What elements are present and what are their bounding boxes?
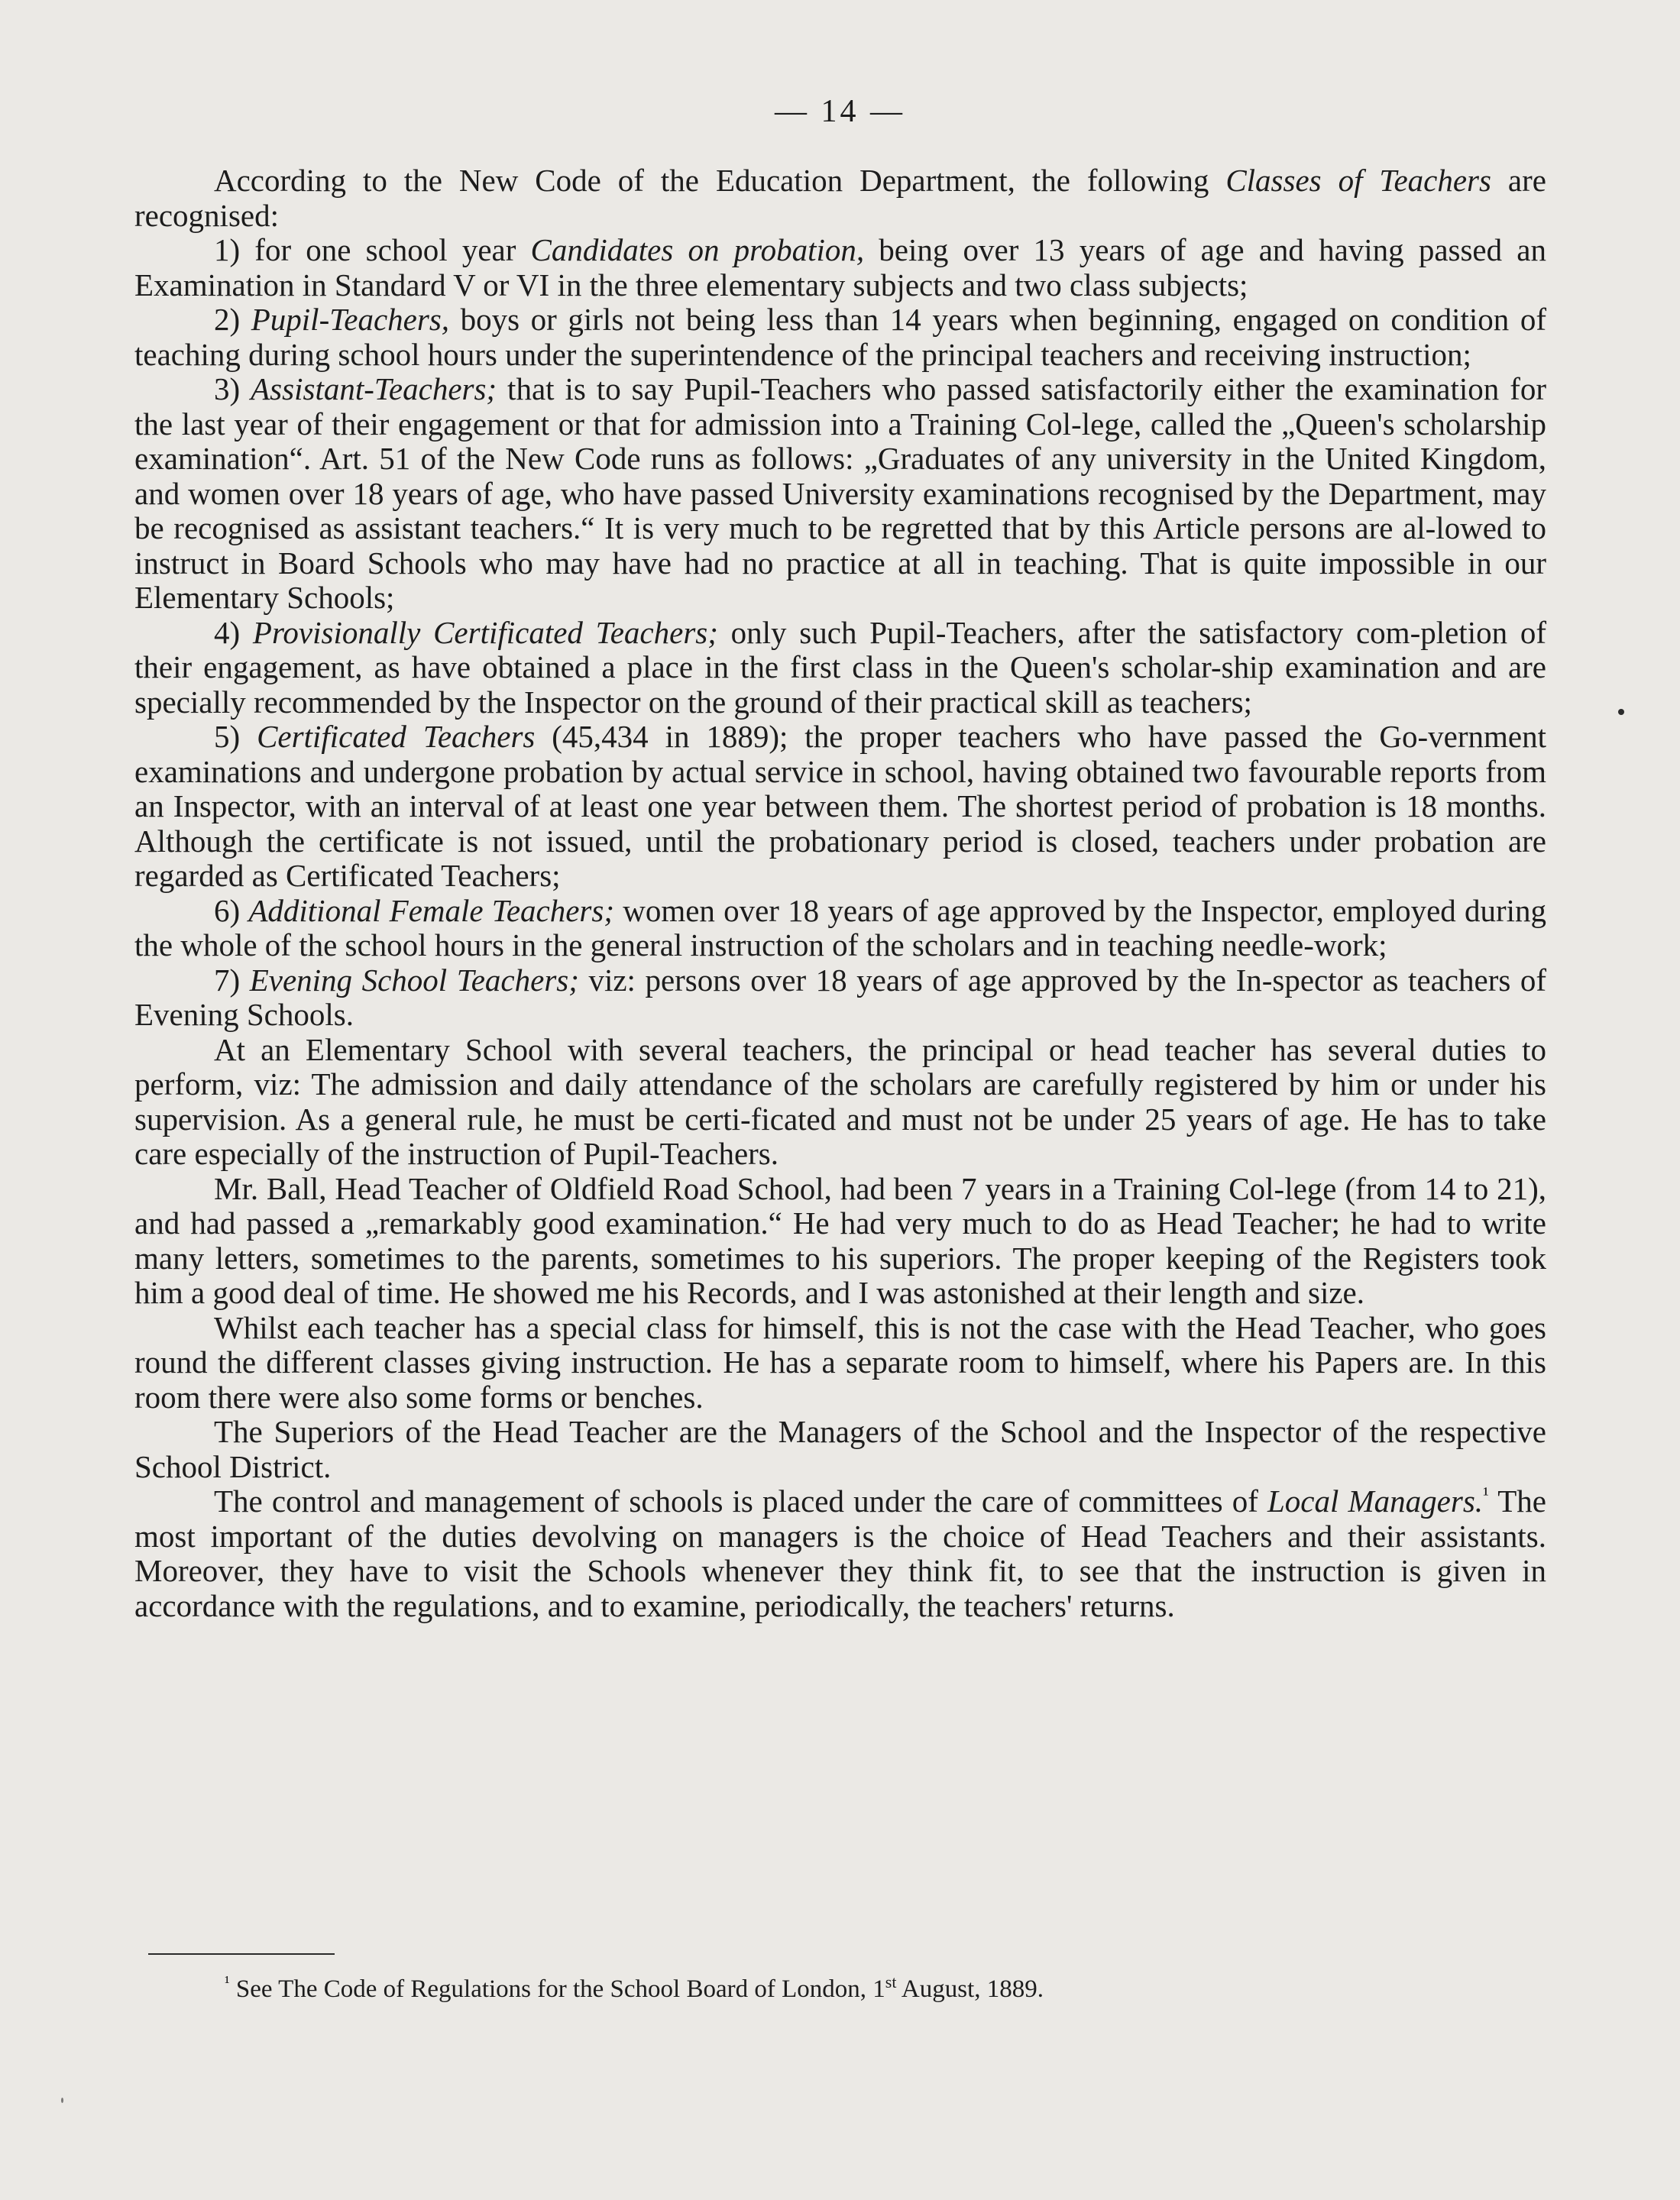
italic-term: Candidates on probation,	[530, 232, 865, 267]
paragraph-text: viz: persons over 18 years of age approved by the In-spector as teachers of Evening Schools.	[134, 962, 1547, 1032]
italic-term: Pupil-Teachers,	[251, 302, 450, 337]
footnote-marker: ¹	[225, 1972, 230, 1991]
italic-term: Evening School Teachers;	[249, 962, 579, 998]
paragraph-text: At an Elementary School with several teachers, the principal or head teacher has several duties to perform, viz: The admission and daily attendance of the scholars are carefully registered by him or under his supervision. As a general rule, he must be certi-ficated and must not be under 25 years of age. He has to take care especially of the instruction of Pupil-Teachers.	[134, 1031, 1546, 1171]
paragraph	[134, 616, 1546, 720]
paragraph	[134, 1415, 1546, 1484]
footnote	[225, 1974, 1447, 2004]
paragraph-text: 5)	[214, 719, 257, 754]
paragraph-text: 3)	[214, 371, 251, 406]
paragraph-text: that is to say Pupil-Teachers who passed satisfactorily either the examination for the last year of their engagement or that for admission into a Training Col-lege, called the „Queen's scholarship examination“. Art. 51 of the New Code runs as follows: „Graduates of any university in the United Kingdom, and women over 18 years of age, who have passed University examinations recognised by the Department, may be recognised as assistant teachers.“ It is very much to be regretted that by this Article persons are al-lowed to instruct in Board Schools who may have had no practice at all in teaching. That is quite impossible in our Elementary Schools;	[134, 371, 1547, 615]
paragraph	[134, 233, 1546, 302]
paragraph	[134, 963, 1546, 1033]
paragraph	[134, 894, 1546, 963]
paragraph-text: The most important of the duties devolving on managers is the choice of Head Teachers and their assistants. Moreover, they have to visit the Schools whenever they think fit, to see that the instruction is given in accordance with the regulations, and to examine, periodically, the teachers' returns.	[134, 1483, 1546, 1623]
paper-speck	[1618, 709, 1624, 715]
paragraph-text: only such Pupil-Teachers, after the satisfactory com-pletion of their engagement, as have obtained a place in the first class in the Queen's scholar-ship examination and are specially recommended by the Inspector on the ground of their practical skill as teachers;	[134, 614, 1547, 720]
paragraph-text: Whilst each teacher has a special class for himself, this is not the case with the Head Teacher, who goes round the different classes giving instruction. He has a separate room to himself, where his Papers are. In this room there were also some forms or benches.	[134, 1309, 1546, 1415]
paragraph-text: 1) for one school year	[214, 232, 531, 267]
footnote-ordinal-suffix: st	[885, 1972, 897, 1991]
paragraph-text: According to the New Code of the Education Department, the following	[214, 163, 1226, 198]
footnote-text-end: August, 1889.	[896, 1975, 1044, 2003]
paragraph-text: 2)	[214, 302, 251, 337]
footnote-divider	[148, 1953, 335, 1955]
paragraph-text: (45,434 in 1889); the proper teachers who have passed the Go-vernment examinations and undergone probation by actual service in school, having obtained two favourable reports from an Inspector, with an interval of at least one year between them. The shortest period of probation is 18 months. Although the certificate is not issued, until the probationary period is closed, teachers under probation are regarded as Certificated Teachers;	[134, 719, 1546, 893]
paragraph	[134, 372, 1546, 616]
paragraph-text: The Superiors of the Head Teacher are the Managers of the School and the Inspector of the respective School District.	[134, 1414, 1546, 1484]
paragraph	[134, 163, 1546, 233]
paragraph-text: 7)	[214, 962, 250, 998]
paragraph	[134, 1484, 1546, 1623]
footnote-reference: ¹	[1483, 1483, 1489, 1506]
paragraph	[134, 1033, 1546, 1172]
body-text	[134, 163, 1546, 1623]
paragraph-text: being over 13 years of age and having passed an Examination in Standard V or VI in the three elementary subjects and two class subjects;	[134, 232, 1546, 302]
italic-term: Certificated Teachers	[257, 719, 536, 754]
footnote-text-start: See The Code of Regulations for the School Board of London, 1	[229, 1975, 885, 2003]
paragraph	[134, 1311, 1546, 1415]
italic-term: Classes of Teachers	[1225, 163, 1491, 198]
paper-speck	[61, 2098, 63, 2103]
italic-term: Local Managers.	[1267, 1483, 1484, 1519]
italic-term: Additional Female Teachers;	[248, 892, 615, 928]
paragraph-text: women over 18 years of age approved by the Inspector, employed during the whole of the school hours in the general instruction of the scholars and in teaching needle-work;	[134, 892, 1547, 962]
paragraph-text: 6)	[214, 892, 249, 928]
paragraph-text: 4)	[214, 614, 253, 650]
paragraph-text: Mr. Ball, Head Teacher of Oldfield Road School, had been 7 years in a Training Col-lege (from 14 to 21), and had passed a „remarkably good examination.“ He had very much to do as Head Teacher; he had to write many letters, sometimes to the parents, sometimes to his superiors. The proper keeping of the Registers took him a good deal of time. He showed me his Records, and I was astonished at their length and size.	[134, 1170, 1546, 1310]
paragraph-text: boys or girls not being less than 14 years when beginning, engaged on condition of teaching during school hours under the superintendence of the principal teachers and receiving instruction;	[134, 302, 1547, 372]
italic-term: Assistant-Teachers;	[251, 371, 497, 406]
paragraph	[134, 302, 1546, 372]
paragraph	[134, 1172, 1546, 1311]
page-number: — 14 —	[775, 94, 905, 129]
italic-term: Provisionally Certificated Teachers;	[252, 614, 718, 650]
paragraph	[134, 720, 1546, 894]
paragraph-text: are recognised:	[134, 163, 1546, 233]
paragraph-text: The control and management of schools is placed under the care of committees of	[214, 1483, 1267, 1519]
